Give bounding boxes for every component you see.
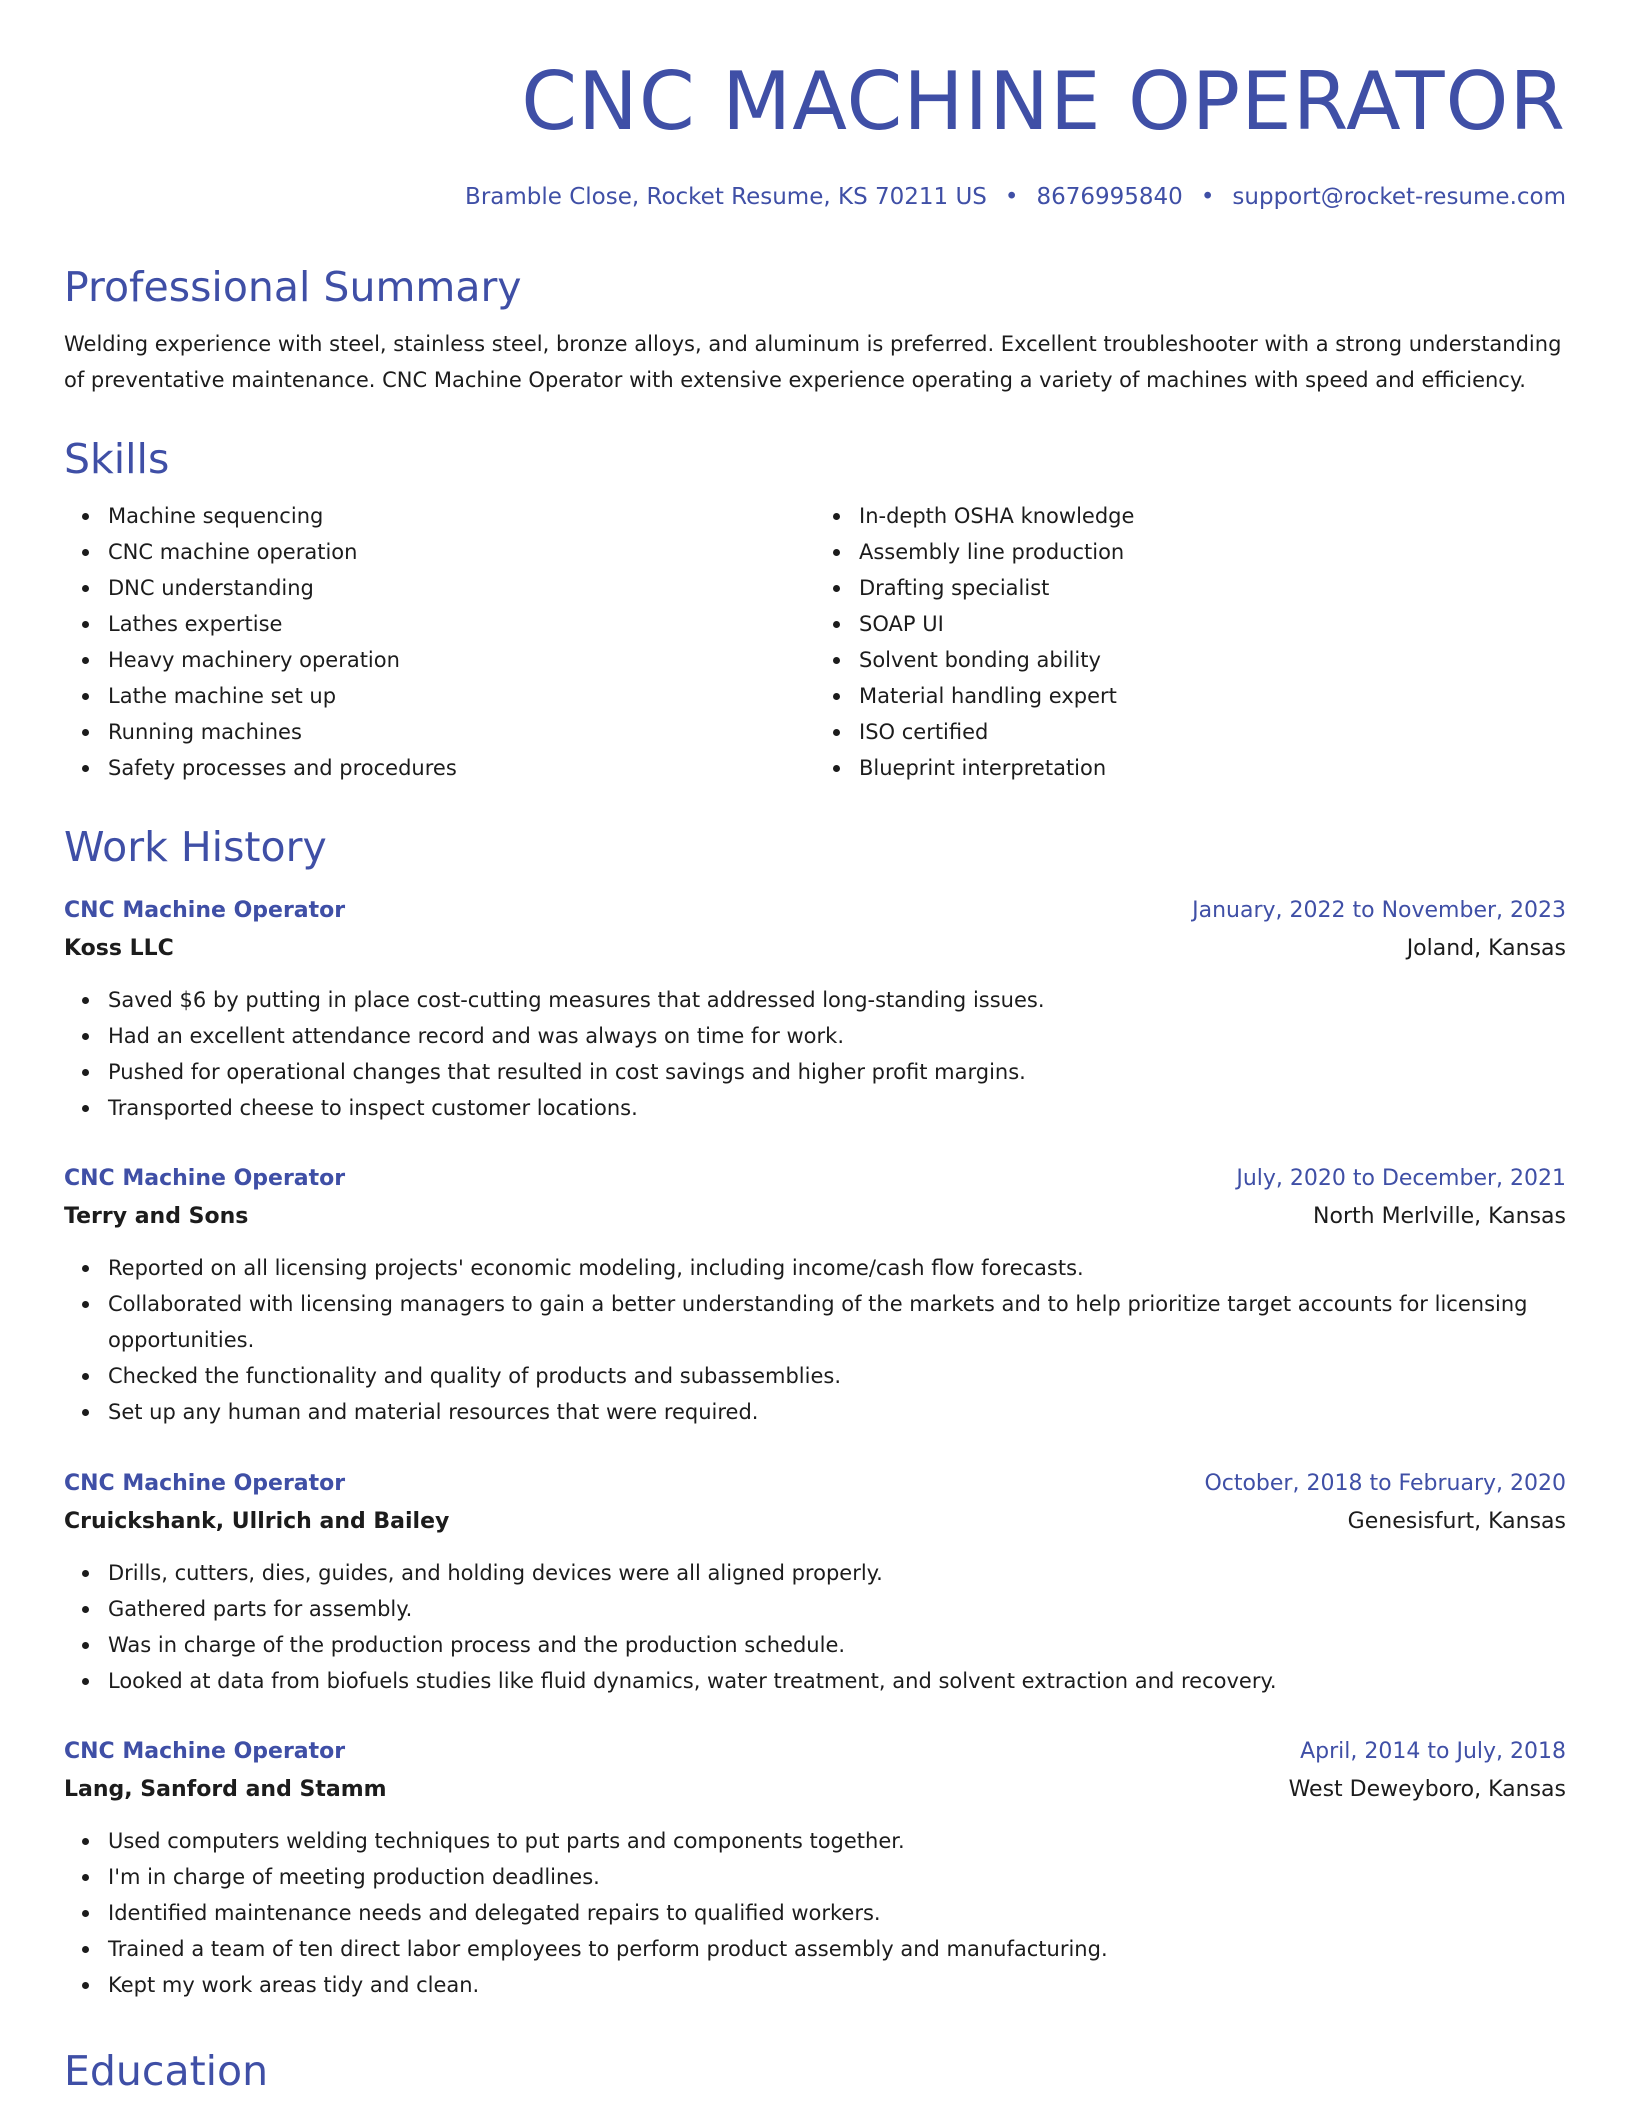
job-title: CNC Machine Operator xyxy=(64,1166,346,1191)
job-location: North Merlville, Kansas xyxy=(1313,1204,1566,1229)
job-dates: April, 2014 to July, 2018 xyxy=(1300,1739,1566,1764)
skill-item: In-depth OSHA knowledge xyxy=(859,498,1566,534)
job-bullet: Collaborated with licensing managers to gain a better understanding of the markets and to help prioritize target accounts for licensing opportunities. xyxy=(108,1286,1566,1358)
skill-item: Material handling expert xyxy=(859,678,1566,714)
job-company-row xyxy=(64,1771,1566,1809)
job-company-row xyxy=(64,1198,1566,1236)
skill-item: CNC machine operation xyxy=(108,534,815,570)
job-bullets xyxy=(64,1555,1566,1699)
skill-item: Machine sequencing xyxy=(108,498,815,534)
contact-email: support@rocket-resume.com xyxy=(1232,184,1566,210)
education-section xyxy=(64,2046,1566,2096)
skill-item: Drafting specialist xyxy=(859,570,1566,606)
skill-item: Blueprint interpretation xyxy=(859,750,1566,786)
job-company: Koss LLC xyxy=(64,936,174,961)
skill-item: Solvent bonding ability xyxy=(859,642,1566,678)
skill-item: SOAP UI xyxy=(859,606,1566,642)
work-history-section xyxy=(64,822,1566,1997)
job-company: Terry and Sons xyxy=(64,1204,249,1229)
contact-separator: • xyxy=(1200,184,1215,210)
job-bullet: Pushed for operational changes that resulted in cost savings and higher profit margins. xyxy=(108,1054,1566,1090)
skill-item: Lathe machine set up xyxy=(108,678,815,714)
job-company: Lang, Sanford and Stamm xyxy=(64,1777,387,1802)
job-bullet: Looked at data from biofuels studies like fluid dynamics, water treatment, and solvent extraction and recovery. xyxy=(108,1663,1566,1699)
job-company: Cruickshank, Ullrich and Bailey xyxy=(64,1509,450,1534)
job-bullet: Trained a team of ten direct labor employees to perform product assembly and manufacturing. xyxy=(108,1931,1566,1967)
job-header-row xyxy=(64,1465,1566,1503)
contact-separator: • xyxy=(1004,184,1019,210)
job-bullets xyxy=(64,1823,1566,2003)
skill-item: Running machines xyxy=(108,714,815,750)
job-bullet: Had an excellent attendance record and was always on time for work. xyxy=(108,1018,1566,1054)
skills-column-right xyxy=(815,498,1566,786)
job-company-row xyxy=(64,1503,1566,1541)
job-title: CNC Machine Operator xyxy=(64,1471,346,1496)
job-entry xyxy=(64,1465,1566,1699)
job-bullet: Kept my work areas tidy and clean. xyxy=(108,1967,1566,2003)
job-location: West Deweyboro, Kansas xyxy=(1288,1777,1566,1802)
job-location: Joland, Kansas xyxy=(1406,936,1566,961)
summary-heading: Professional Summary xyxy=(64,263,522,311)
job-entry xyxy=(64,892,1566,1126)
job-bullet: Gathered parts for assembly. xyxy=(108,1591,1566,1627)
education-heading: Education xyxy=(64,2047,269,2095)
job-header-row xyxy=(64,1160,1566,1198)
job-dates: July, 2020 to December, 2021 xyxy=(1236,1166,1566,1191)
job-bullet: Reported on all licensing projects' economic modeling, including income/cash flow forecasts. xyxy=(108,1250,1566,1286)
job-title: CNC Machine Operator xyxy=(64,1739,346,1764)
summary-section xyxy=(64,262,1566,398)
skill-item: Assembly line production xyxy=(859,534,1566,570)
contact-line xyxy=(64,182,1566,212)
skill-item: DNC understanding xyxy=(108,570,815,606)
work-history-heading: Work History xyxy=(64,823,327,871)
job-bullets xyxy=(64,982,1566,1126)
job-bullet: Identified maintenance needs and delegated repairs to qualified workers. xyxy=(108,1895,1566,1931)
resume-header xyxy=(64,0,1566,212)
skill-item: Safety processes and procedures xyxy=(108,750,815,786)
job-bullet: Set up any human and material resources that were required. xyxy=(108,1394,1566,1430)
skills-grid xyxy=(64,498,1566,786)
job-bullet: Was in charge of the production process and the production schedule. xyxy=(108,1627,1566,1663)
skills-heading: Skills xyxy=(64,435,170,483)
candidate-title: CNC MACHINE OPERATOR xyxy=(521,55,1566,148)
job-header-row xyxy=(64,892,1566,930)
job-company-row xyxy=(64,930,1566,968)
job-location: Genesisfurt, Kansas xyxy=(1347,1509,1566,1534)
skill-item: ISO certified xyxy=(859,714,1566,750)
contact-phone: 8676995840 xyxy=(1036,184,1183,210)
job-bullet: Checked the functionality and quality of products and subassemblies. xyxy=(108,1358,1566,1394)
job-dates: January, 2022 to November, 2023 xyxy=(1192,898,1566,923)
job-bullets xyxy=(64,1250,1566,1430)
job-title: CNC Machine Operator xyxy=(64,898,346,923)
skills-section xyxy=(64,434,1566,786)
skills-column-left xyxy=(64,498,815,786)
skill-item: Lathes expertise xyxy=(108,606,815,642)
job-entry xyxy=(64,1160,1566,1430)
contact-address: Bramble Close, Rocket Resume, KS 70211 US xyxy=(465,184,987,210)
job-header-row xyxy=(64,1733,1566,1771)
job-bullet: Transported cheese to inspect customer locations. xyxy=(108,1090,1566,1126)
job-bullet: Used computers welding techniques to put parts and components together. xyxy=(108,1823,1566,1859)
job-entry xyxy=(64,1733,1566,2003)
job-bullet: Drills, cutters, dies, guides, and holding devices were all aligned properly. xyxy=(108,1555,1566,1591)
resume-page xyxy=(64,0,1566,2095)
summary-text: Welding experience with steel, stainless steel, bronze alloys, and aluminum is preferred. Excellent troubleshooter with a strong understanding of preventative maintenance. CNC Machine Operator with extensive experience operating a variety of machines with speed and efficiency. xyxy=(64,332,1562,392)
skill-item: Heavy machinery operation xyxy=(108,642,815,678)
job-dates: October, 2018 to February, 2020 xyxy=(1204,1471,1566,1496)
job-bullet: I'm in charge of meeting production deadlines. xyxy=(108,1859,1566,1895)
job-bullet: Saved $6 by putting in place cost-cutting measures that addressed long-standing issues. xyxy=(108,982,1566,1018)
